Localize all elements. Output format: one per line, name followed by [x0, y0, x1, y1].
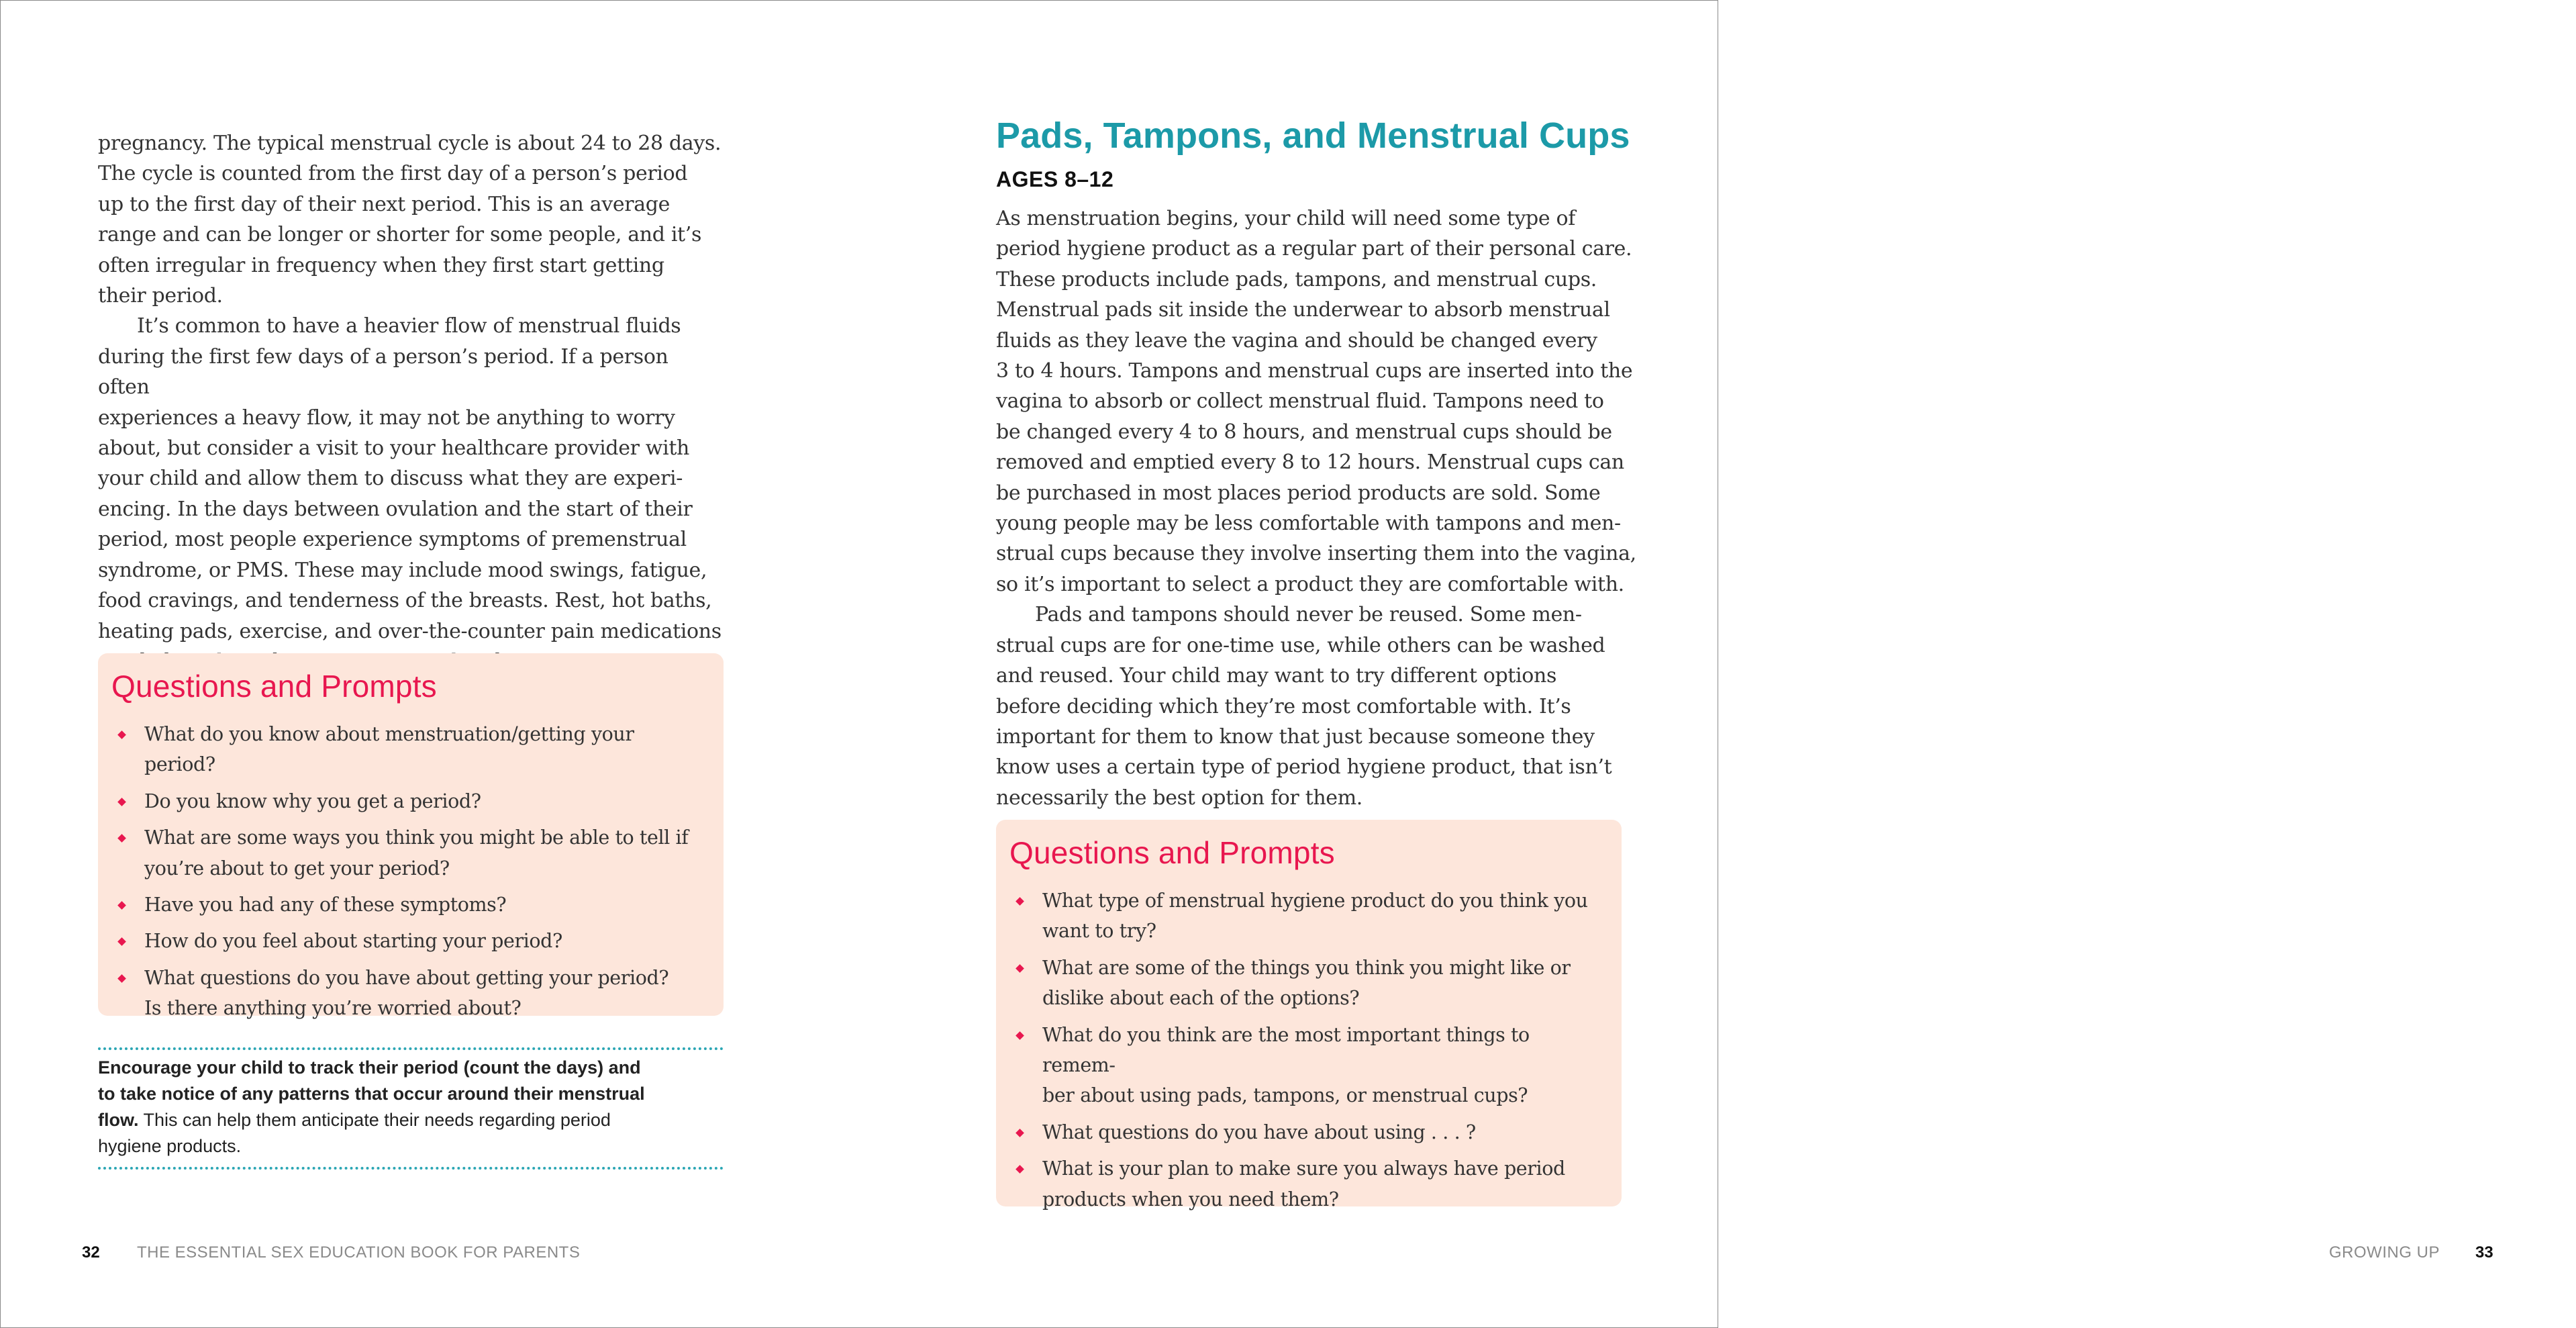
diamond-bullet-icon — [1015, 1165, 1024, 1174]
diamond-bullet-icon — [1015, 1031, 1024, 1040]
dotted-divider — [98, 1047, 724, 1050]
left-body-text — [98, 128, 726, 677]
diamond-bullet-icon — [1015, 897, 1024, 906]
question-item: Have you had any of these symptoms? — [111, 890, 702, 920]
left-page — [1, 1, 859, 1327]
tip-text: Encourage your child to track their period (count the days) and to take notice of any patterns that occur around their menstrual flow. This can help them anticipate their needs regarding period hygiene products. — [98, 1057, 645, 1156]
diamond-bullet-icon — [117, 938, 126, 947]
question-item: What are some of the things you think you might like or dislike about each of the options? — [1009, 953, 1600, 1014]
diamond-bullet-icon — [117, 901, 126, 910]
question-item: What do you know about menstruation/getting your period? — [111, 719, 702, 780]
question-item: How do you feel about starting your period? — [111, 926, 702, 956]
right-body-text — [996, 203, 1637, 813]
diamond-bullet-icon — [117, 834, 126, 843]
page-number: 32 — [82, 1243, 100, 1262]
running-head: THE ESSENTIAL SEX EDUCATION BOOK FOR PARENTS — [137, 1243, 581, 1262]
diamond-bullet-icon — [1015, 1129, 1024, 1137]
questions-and-prompts-box — [98, 653, 724, 1020]
section-title: Pads, Tampons, and Menstrual Cups — [996, 115, 1630, 156]
running-head: GROWING UP — [2329, 1243, 2440, 1262]
diamond-bullet-icon — [1015, 964, 1024, 973]
diamond-bullet-icon — [117, 730, 126, 739]
question-item: Do you know why you get a period? — [111, 786, 702, 816]
question-item: What type of menstrual hygiene product do you think you want to try? — [1009, 886, 1600, 947]
question-item: What is your plan to make sure you always have period products when you need them? — [1009, 1153, 1600, 1215]
age-range-subtitle: AGES 8–12 — [996, 167, 1114, 191]
right-paragraph-2: Pads and tampons should never be reused. Some men- strual cups are for one-time use, while others can be washed and reused. Your child may want to try different options before deciding which they’re most comfortable with. It’s important for them to know that just because someone they know uses a certain type of period hygiene product, that isn’t necessarily the best option for them. — [996, 603, 1612, 810]
page-number: 33 — [2475, 1243, 2493, 1262]
diamond-bullet-icon — [117, 798, 126, 806]
diamond-bullet-icon — [117, 974, 126, 983]
tip-callout — [98, 1047, 724, 1170]
right-paragraph-1: As menstruation begins, your child will need some type of period hygiene product as a regular part of their personal care. These products include pads, tampons, and menstrual cups. Menstrual pads sit inside the underwear to absorb menstrual fluids as they leave the vagina and should be changed every 3 to 4 hours. Tampons and menstrual cups are inserted into the vagina to absorb or collect menstrual fluid. Tampons need to be changed every 4 to 8 hours, and menstrual cups should be removed and emptied every 8 to 12 hours. Menstrual cups can be purchased in most places period products are sold. Some young people may be less comfortable with tampons and men- strual cups because they involve inserting them into the vagina, so it’s important to select a product they are comfortable with. — [996, 207, 1636, 596]
left-paragraph-2: It’s common to have a heavier flow of menstrual fluids during the first few days of a person’s period. If a person often experiences a heavy flow, it may not be anything to worry about, but consider a visit to your healthcare provider with your child and allow them to discuss what they are experi- encing. In the days between ovulation and the start of their period, most people experience symptoms of premenstrual syndrome, or PMS. These may include mood swings, fatigue, food cravings, and tenderness of the breasts. Rest, hot baths, heating pads, exercise, and over-the-counter pain medications — [98, 314, 722, 643]
questions-and-prompts-box — [996, 820, 1622, 1211]
questions-list — [1009, 886, 1600, 1221]
questions-box-title: Questions and Prompts — [1009, 835, 1335, 870]
question-item: What questions do you have about getting your period? Is there anything you’re worried about? — [111, 963, 702, 1024]
question-item: What questions do you have about using . . . ? — [1009, 1117, 1600, 1147]
left-paragraph-1: pregnancy. The typical menstrual cycle is about 24 to 28 days. The cycle is counted from the first day of a person’s period up to the first day of their next period. This is an average range and can be longer or shorter for some people, and it’s often irregular in frequency when they first start getting their period. — [98, 132, 722, 308]
question-item: What are some ways you think you might be able to tell if you’re about to get your period? — [111, 822, 702, 884]
question-item: What do you think are the most important things to remem- ber about using pads, tampons, or menstrual cups? — [1009, 1020, 1600, 1111]
questions-box-title: Questions and Prompts — [111, 669, 437, 704]
questions-list — [111, 719, 702, 1030]
dotted-divider — [98, 1167, 724, 1170]
right-page — [859, 1, 2493, 1327]
